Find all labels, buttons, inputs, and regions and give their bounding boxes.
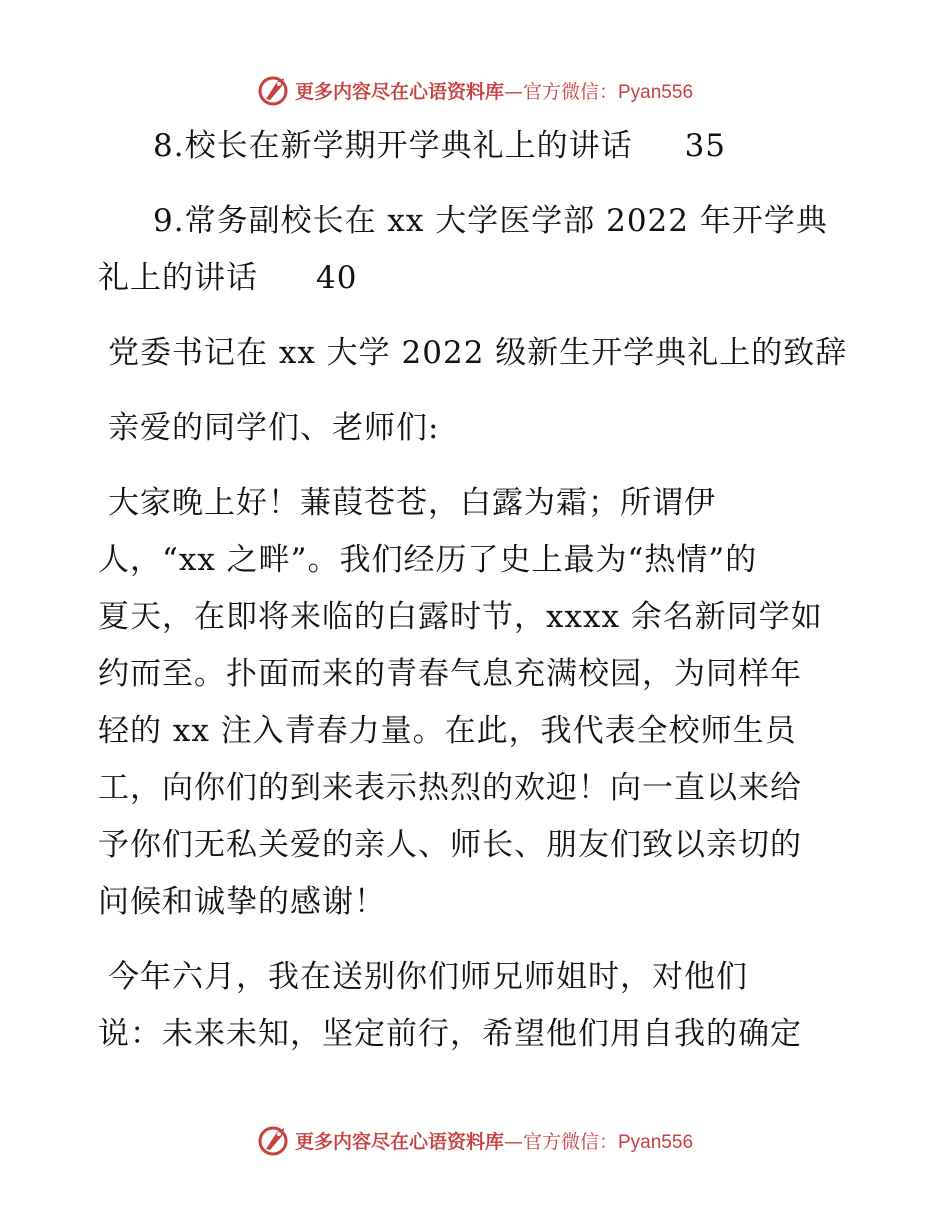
watermark-text: 更多内容尽在心语资料库—官方微信：Pyan556 xyxy=(294,1130,694,1153)
article-title: 党委书记在 xx 大学 2022 级新生开学典礼上的致辞 xyxy=(108,335,848,371)
paragraph-1-line: 人，“xx 之畔”。我们经历了史上最为“热情”的 xyxy=(98,542,758,578)
paragraph-2-line: 说：未来未知，坚定前行，希望他们用自我的确定 xyxy=(98,1016,802,1052)
toc-entry-9-cont xyxy=(98,258,357,298)
paragraph-1-line: 轻的 xx 注入青春力量。在此，我代表全校师生员 xyxy=(98,713,797,749)
salutation: 亲爱的同学们、老师们: xyxy=(108,410,440,446)
toc-entry-title: 9.常务副校长在 xx 大学医学部 2022 年开学典 xyxy=(153,203,828,239)
watermark-text: 更多内容尽在心语资料库—官方微信：Pyan556 xyxy=(294,80,694,103)
paragraph-1-line: 约而至。扑面而来的青春气息充满校园，为同样年 xyxy=(98,656,802,692)
toc-entry-9 xyxy=(153,201,828,241)
paragraph-2-line: 今年六月，我在送别你们师兄师姐时，对他们 xyxy=(108,959,748,995)
paragraph-1-line: 夏天，在即将来临的白露时节，xxxx 余名新同学如 xyxy=(98,599,823,635)
toc-entry-title-cont: 礼上的讲话 xyxy=(98,260,258,296)
paragraph-1-line: 问候和诚挚的感谢！ xyxy=(98,884,386,920)
paragraph-1-line: 大家晚上好！蒹葭苍苍，白露为霜；所谓伊 xyxy=(108,485,716,521)
toc-entry-page: 40 xyxy=(316,260,358,296)
toc-entry-page: 35 xyxy=(684,128,727,164)
paragraph-1-line: 工，向你们的到来表示热烈的欢迎！向一直以来给 xyxy=(98,770,802,806)
toc-entry-title: 8.校长在新学期开学典礼上的讲话 xyxy=(153,128,633,164)
pen-nib-circle-icon xyxy=(257,1123,291,1157)
watermark-banner-bottom xyxy=(0,1123,950,1157)
watermark-banner-top xyxy=(0,73,950,107)
pen-nib-circle-icon xyxy=(257,73,291,107)
paragraph-1-line: 予你们无私关爱的亲人、师长、朋友们致以亲切的 xyxy=(98,827,802,863)
toc-entry-8 xyxy=(153,126,726,166)
